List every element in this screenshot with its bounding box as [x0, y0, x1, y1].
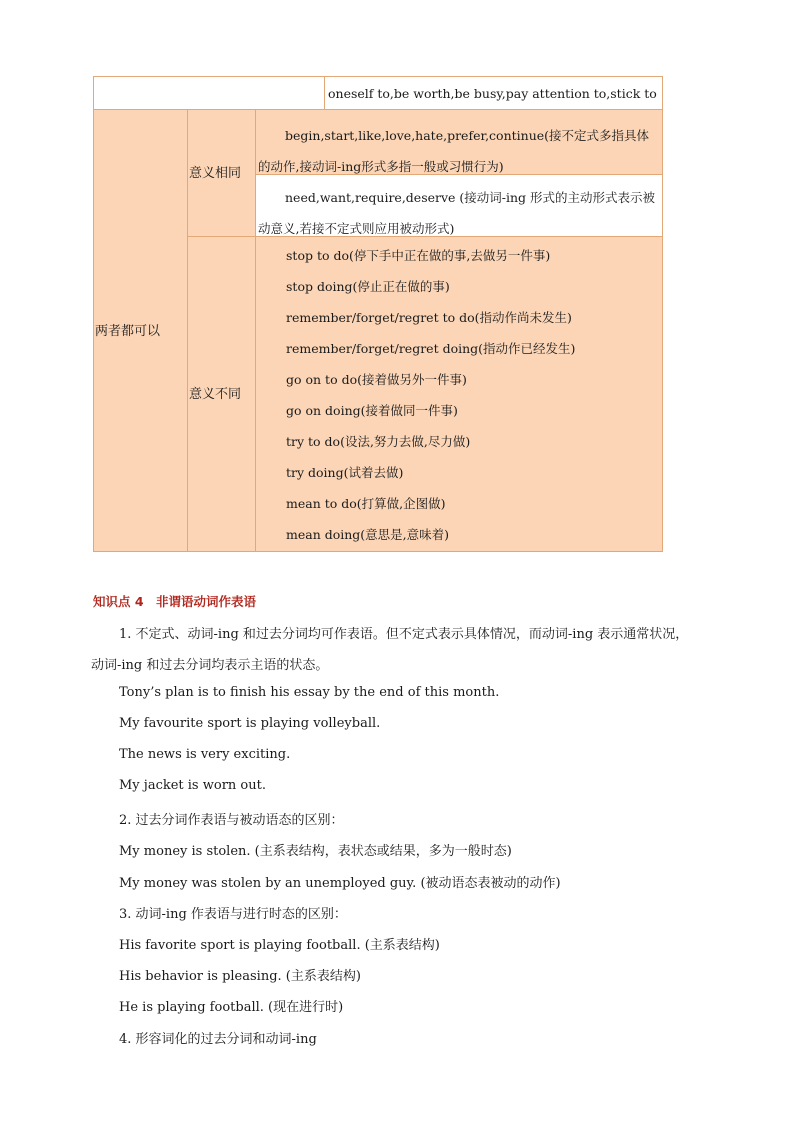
same-row-1: [255, 109, 663, 175]
diff-row: remember/forget/regret doing(指动作已经发生): [286, 341, 576, 356]
example-line: His favorite sport is playing football. (主系表结构): [119, 938, 440, 953]
diff-row: try to do(设法,努力去做,尽力做): [286, 434, 471, 449]
grammar-table: [93, 76, 663, 552]
diff-row: mean doing(意思是,意味着): [286, 527, 450, 542]
diff-row: stop doing(停止正在做的事): [286, 279, 450, 294]
top-row-right-cell: [324, 76, 663, 110]
example-line: His behavior is pleasing. (主系表结构): [119, 969, 361, 984]
different-meaning-rows: [255, 236, 663, 552]
diff-row: mean to do(打算做,企图做): [286, 496, 446, 511]
example-line: He is playing football. (现在进行时): [119, 1000, 344, 1015]
example-line: My favourite sport is playing volleyball.: [119, 716, 381, 731]
point-3: 3. 动词-ing 作表语与进行时态的区别：: [119, 907, 347, 922]
both-ok-cell: [93, 109, 188, 552]
same-meaning-cell: [187, 109, 256, 237]
different-meaning-cell: [187, 236, 256, 552]
example-line: My money is stolen. (主系表结构，表状态或结果，多为一般时态): [119, 844, 512, 859]
diff-row: try doing(试着去做): [286, 465, 404, 480]
example-line: My jacket is worn out.: [119, 778, 266, 793]
both-ok-label: 两者都可以: [95, 324, 161, 339]
section-heading: 知识点 4 非谓语动词作表语: [93, 594, 257, 609]
point-2: 2. 过去分词作表语与被动语态的区别：: [119, 813, 344, 828]
top-row-left-cell: [93, 76, 325, 110]
top-row-text: oneself to,be worth,be busy,pay attention to,stick to: [328, 86, 657, 101]
diff-row: stop to do(停下手中正在做的事,去做另一件事): [286, 248, 551, 263]
same-row-1-text: begin,start,like,love,hate,prefer,continue(接不定式多指具体的动作,接动词-ing形式多指一般或习惯行为): [258, 128, 650, 174]
para1-line2: 动词-ing 和过去分词均表示主语的状态。: [91, 658, 329, 673]
diff-row: remember/forget/regret to do(指动作尚未发生): [286, 310, 572, 325]
point-4: 4. 形容词化的过去分词和动词-ing: [119, 1032, 317, 1047]
diff-row: go on to do(接着做另外一件事): [286, 372, 467, 387]
different-meaning-label: 意义不同: [189, 387, 242, 402]
example-line: My money was stolen by an unemployed guy. (被动语态表被动的动作): [119, 876, 561, 891]
same-row-2-text: need,want,require,deserve (接动词-ing 形式的主动形式表示被动意义,若接不定式则应用被动形式): [258, 190, 656, 236]
diff-row: go on doing(接着做同一件事): [286, 403, 458, 418]
same-row-2: [255, 174, 663, 237]
example-line: The news is very exciting.: [119, 747, 291, 762]
para1-line1: 1. 不定式、动词-ing 和过去分词均可作表语。但不定式表示具体情况，而动词-ing 表示通常状况，: [119, 627, 689, 642]
same-meaning-label: 意义相同: [189, 166, 242, 181]
example-line: Tony’s plan is to finish his essay by the end of this month.: [119, 685, 500, 700]
